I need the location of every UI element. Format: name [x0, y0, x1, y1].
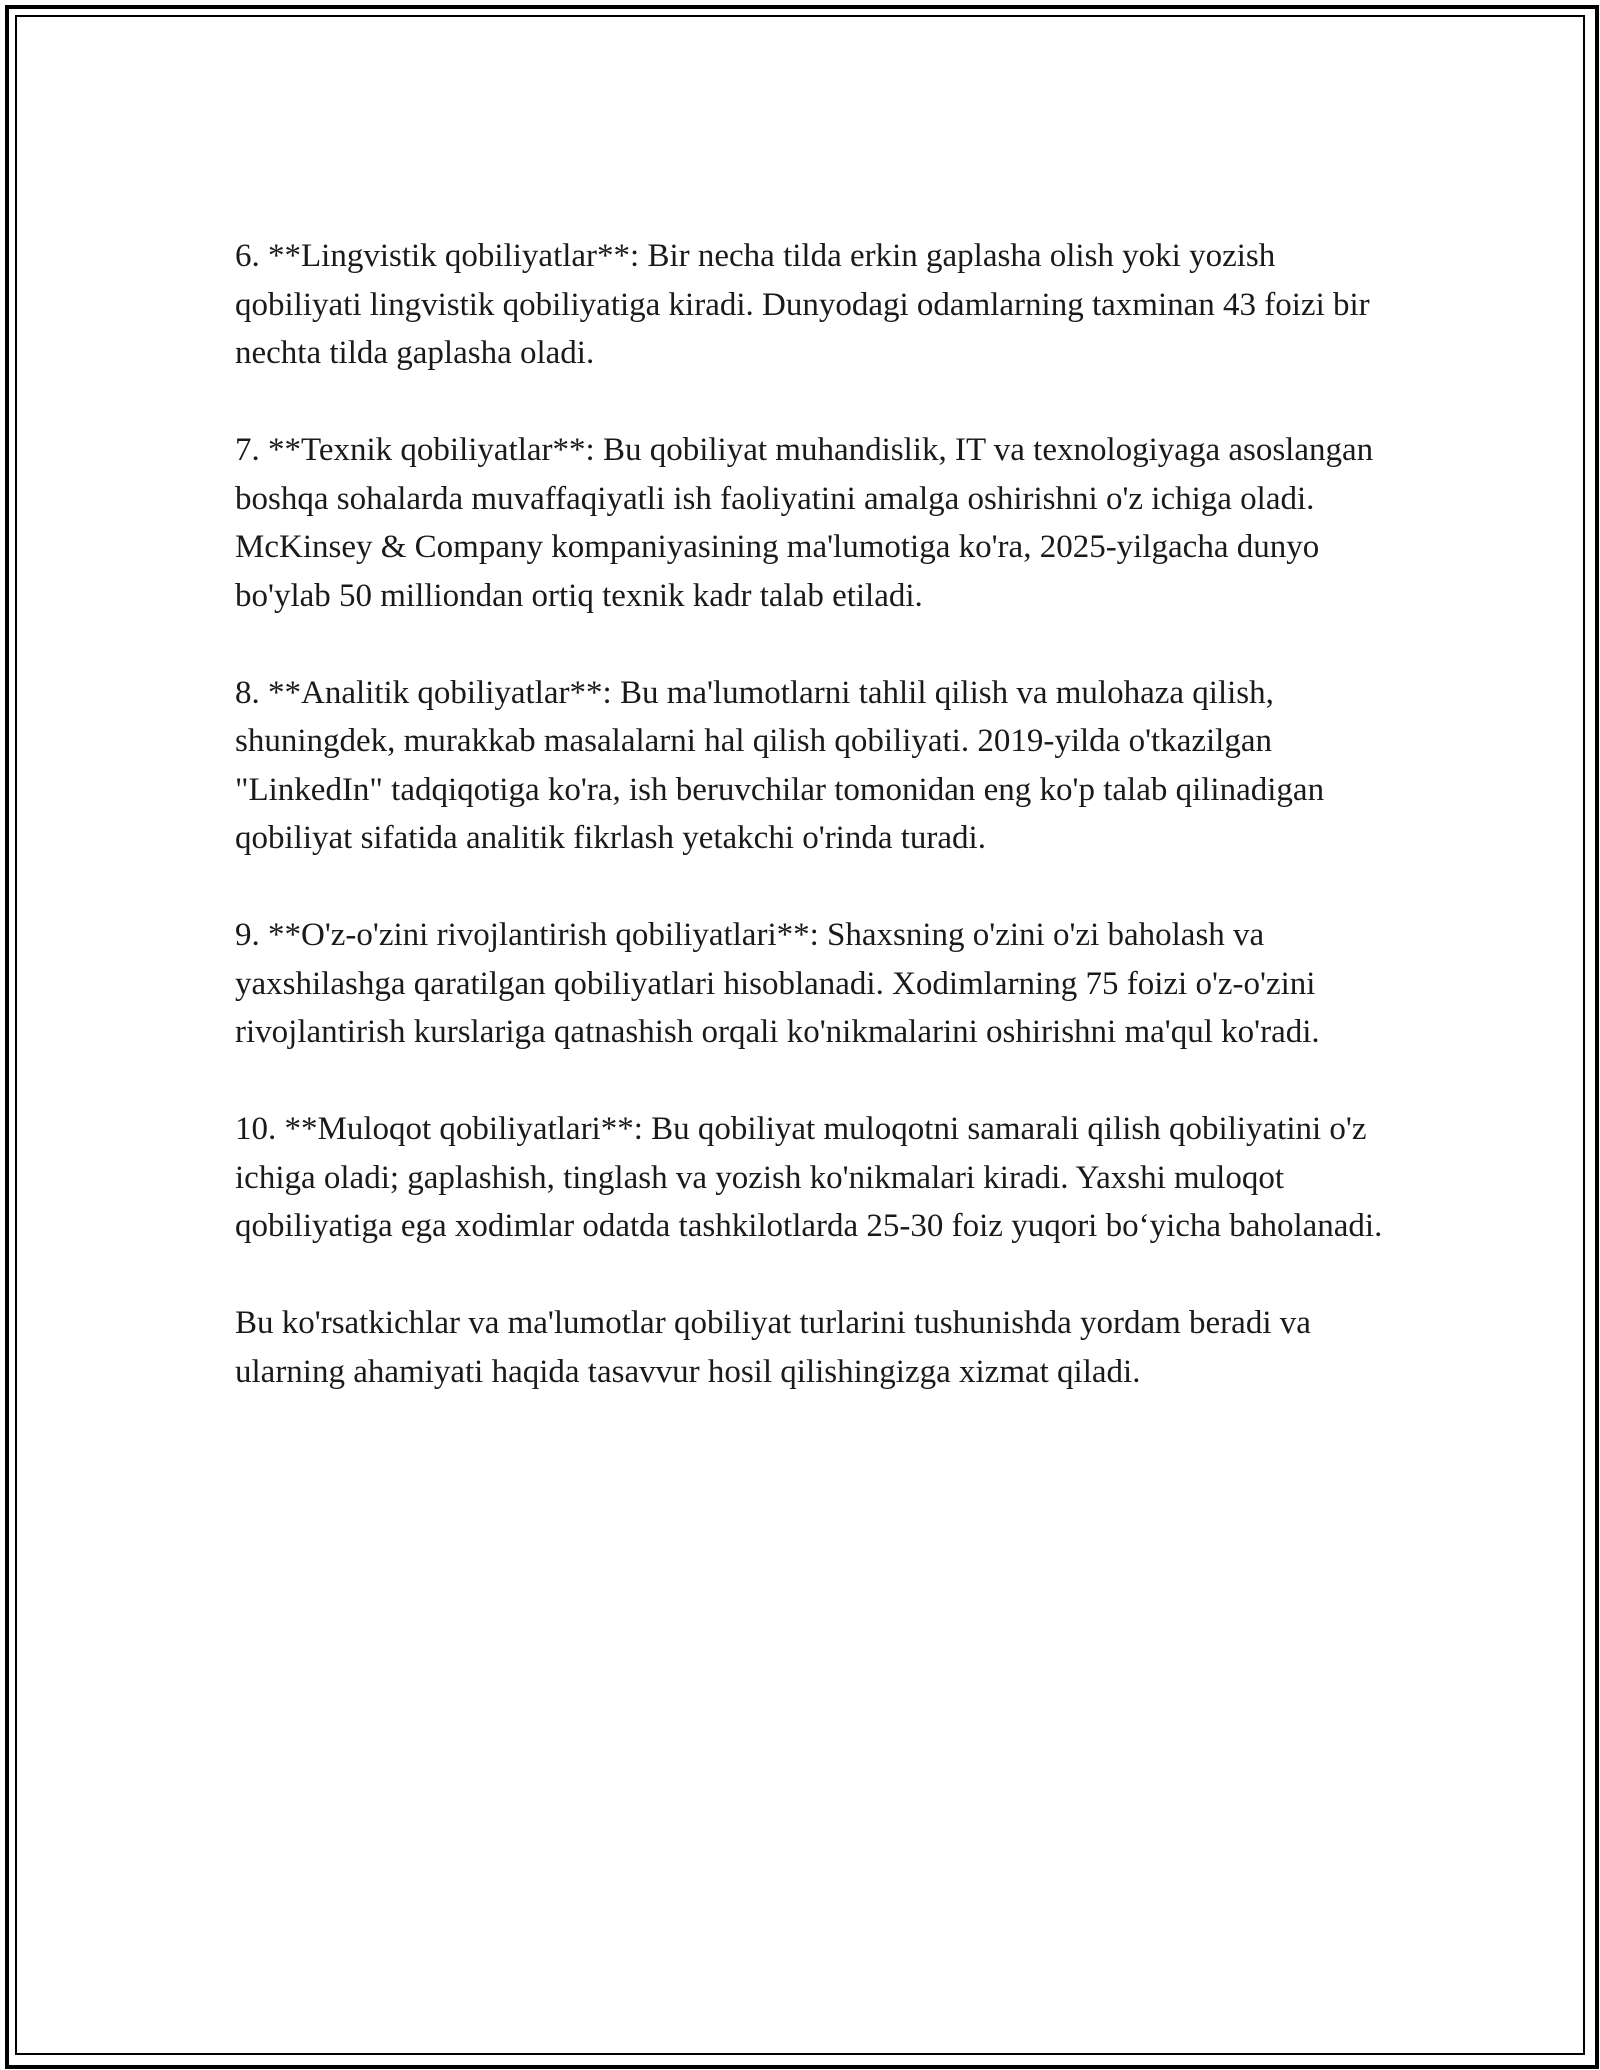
paragraph-analytical-skills: 8. **Analitik qobiliyatlar**: Bu ma'lumotlarni tahlil qilish va mulohaza qilish, shuningdek, murakkab masalalarni hal qilish qobiliyati. 2019-yilda o'tkazilgan "LinkedIn" tadqiqotiga ko'ra, ish beruvchilar tomonidan eng ko'p talab qilinadigan qobiliyat sifatida analitik fikrlash yetakchi o'rinda turadi. — [235, 674, 1325, 856]
paragraph-conclusion: Bu ko'rsatkichlar va ma'lumotlar qobiliyat turlarini tushunishda yordam beradi va ularning ahamiyati haqida tasavvur hosil qilishingizga xizmat qiladi. — [235, 1305, 1311, 1390]
paragraph-self-development-skills: 9. **O'z-o'zini rivojlantirish qobiliyatlari**: Shaxsning o'zini o'zi baholash va yaxshilashga qaratilgan qobiliyatlari hisoblanadi. Xodimlarning 75 foizi o'z-o'zini rivojlantirish kurslariga qatnashish orqali ko'nikmalarini oshirishni ma'qul ko'radi. — [235, 917, 1320, 1050]
paragraph-communication-skills: 10. **Muloqot qobiliyatlari**: Bu qobiliyat muloqotni samarali qilish qobiliyatini o'z ichiga oladi; gaplashish, tinglash va yozish ko'nikmalari kiradi. Yaxshi muloqot qobiliyatiga ega xodimlar odatda tashkilotlarda 25-30 foiz yuqori bo‘yicha baholanadi. — [235, 1111, 1383, 1244]
document-body — [235, 232, 1385, 1396]
paragraph-linguistic-skills: 6. **Lingvistik qobiliyatlar**: Bir necha tilda erkin gaplasha olish yoki yozish qobiliyati lingvistik qobiliyatiga kiradi. Dunyodagi odamlarning taxminan 43 foizi bir nechta tilda gaplasha oladi. — [235, 238, 1370, 371]
paragraph-technical-skills: 7. **Texnik qobiliyatlar**: Bu qobiliyat muhandislik, IT va texnologiyaga asoslangan boshqa sohalarda muvaffaqiyatli ish faoliyatini amalga oshirishni o'z ichiga oladi. McKinsey & Company kompaniyasining ma'lumotiga ko'ra, 2025-yilgacha dunyo bo'ylab 50 milliondan ortiq texnik kadr talab etiladi. — [235, 432, 1374, 614]
